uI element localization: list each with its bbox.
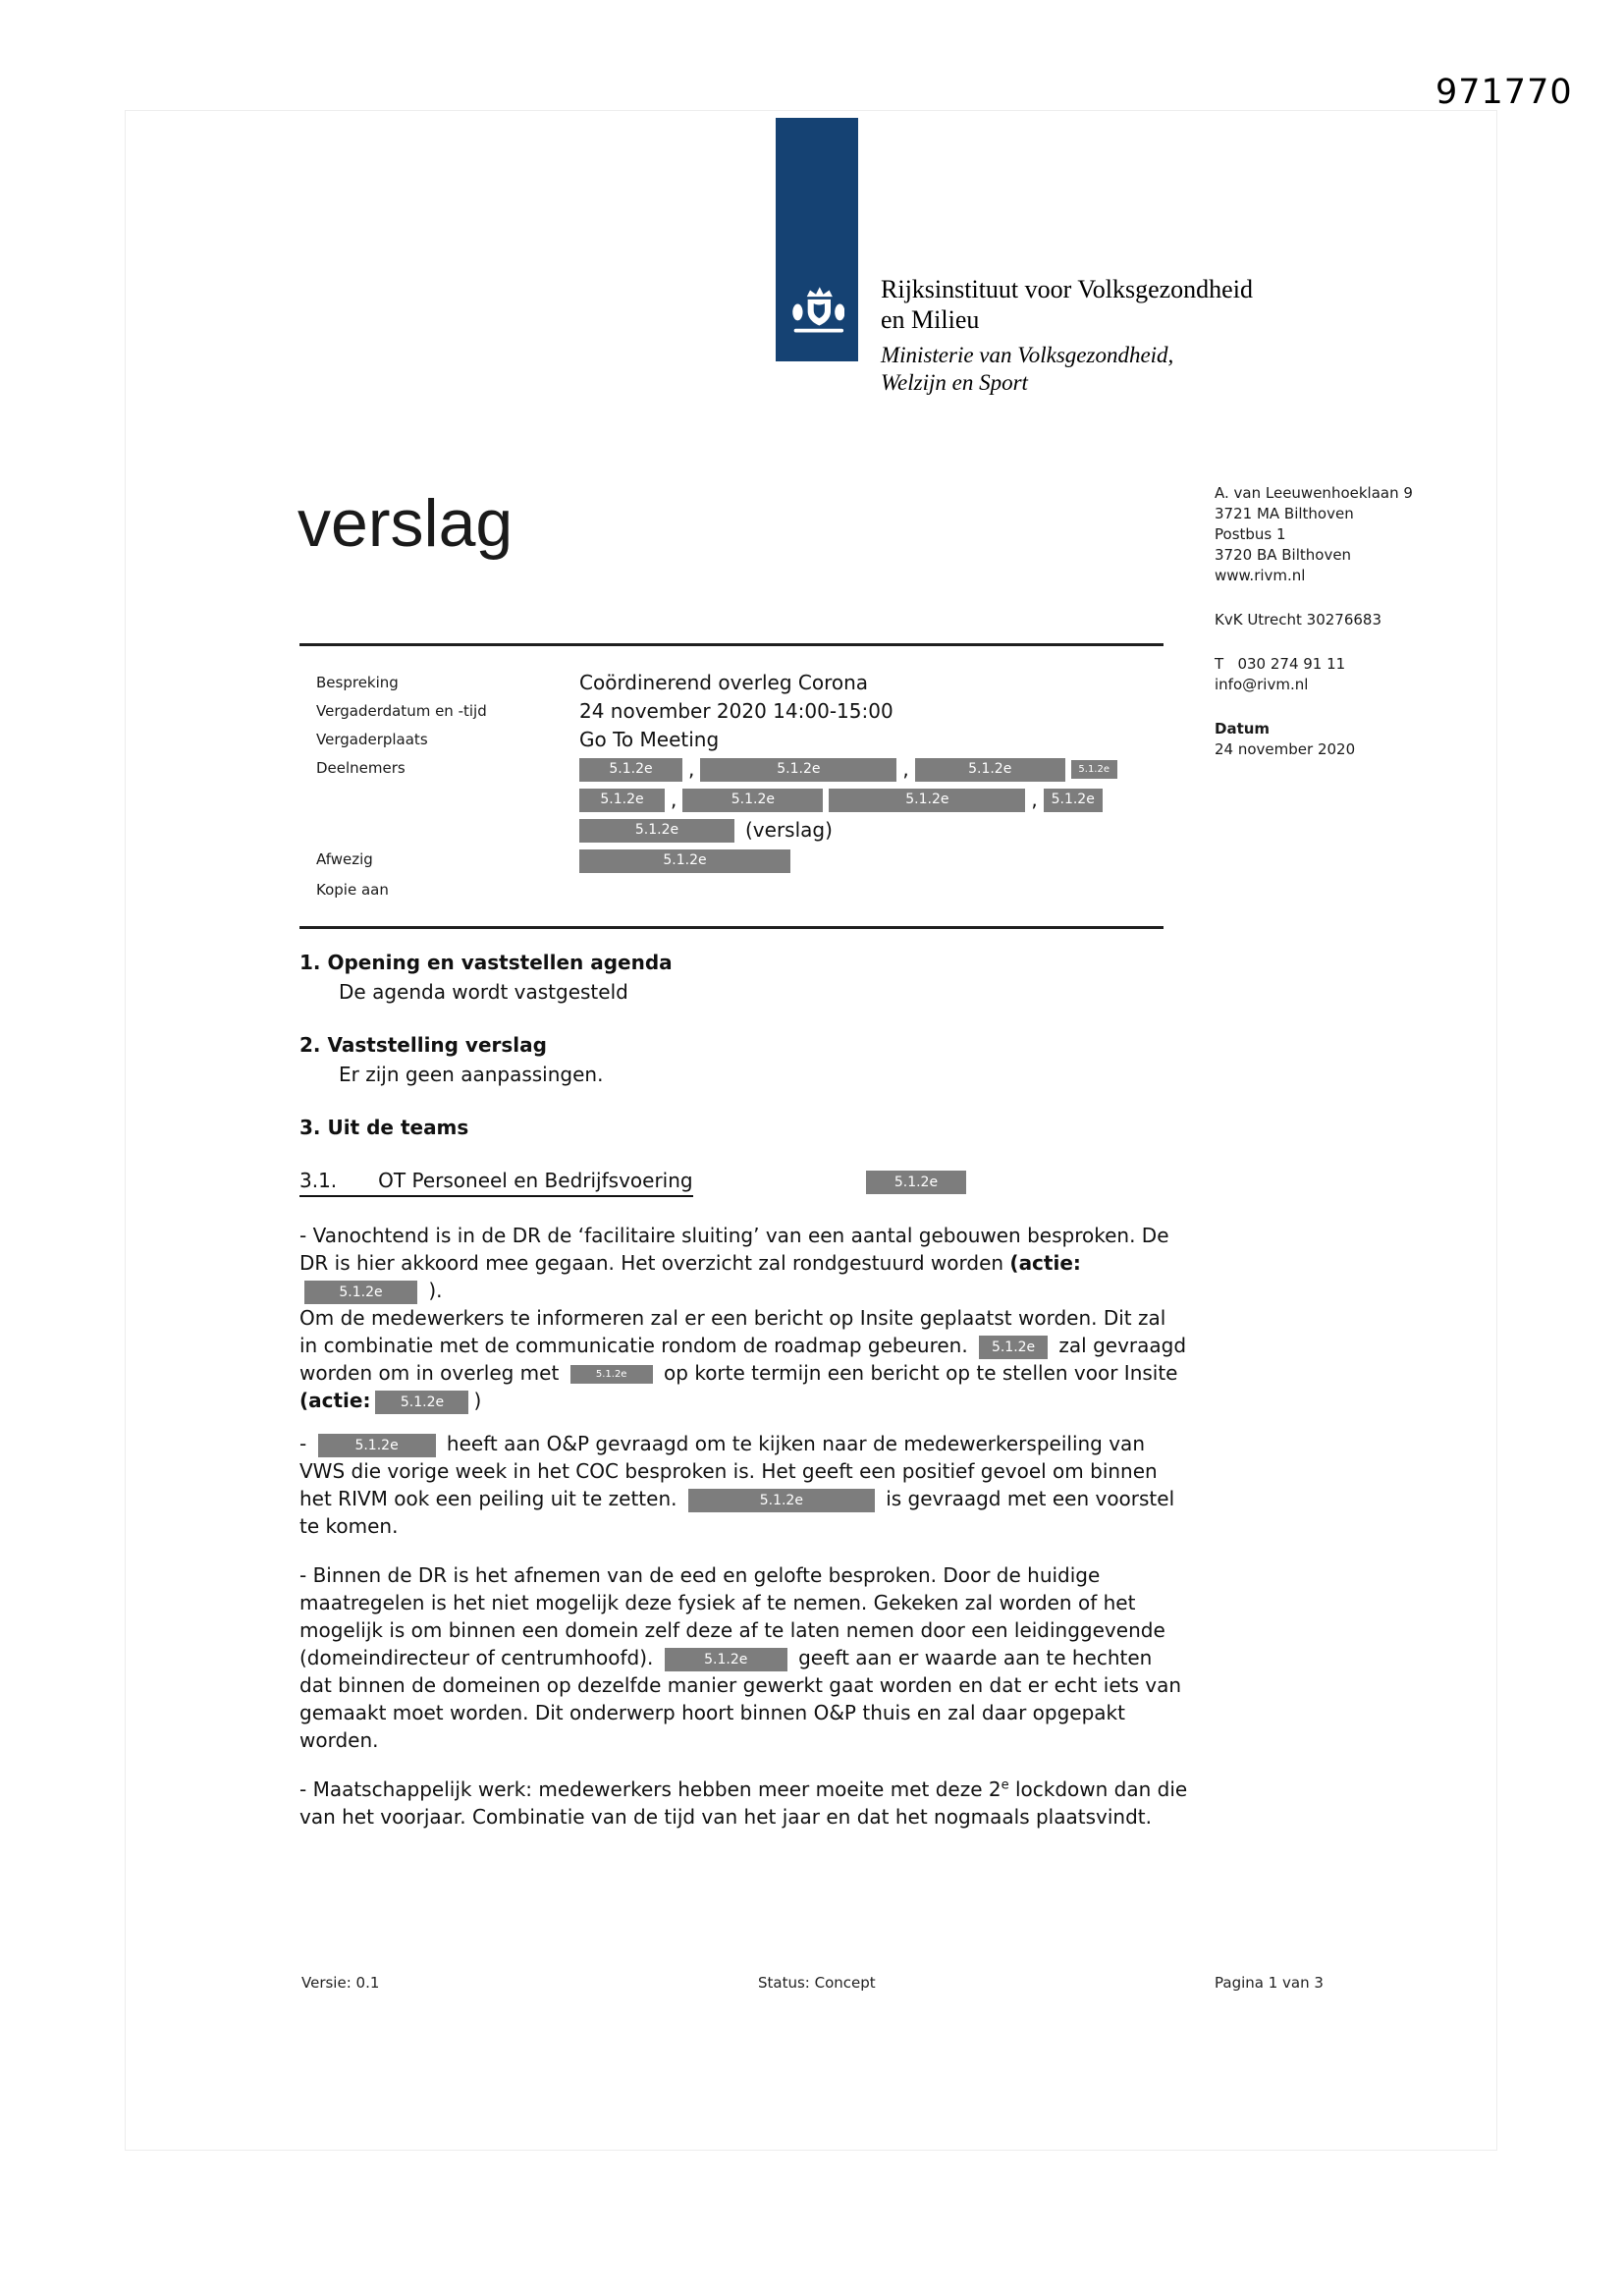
section-1-text: De agenda wordt vastgesteld	[339, 980, 628, 1004]
meeting-meta-table	[299, 669, 1183, 904]
phone-line: T 030 274 91 11	[1215, 655, 1346, 673]
contact-block	[1215, 483, 1548, 760]
section-3-1-title: OT Personeel en Bedrijfsvoering	[378, 1169, 693, 1192]
afwezig-value	[579, 846, 790, 876]
footer-status: Status: Concept	[758, 1974, 876, 1992]
afwezig-line	[579, 846, 790, 876]
redaction-box: 5.1.2e	[579, 789, 665, 812]
redaction-box: 5.1.2e	[375, 1391, 468, 1414]
actie-label: (actie:	[1009, 1251, 1081, 1275]
redaction-box: 5.1.2e	[570, 1365, 653, 1384]
section-1-heading: 1. Opening en vaststellen agenda	[299, 951, 673, 974]
section-2-text: Er zijn geen aanpassingen.	[339, 1063, 604, 1086]
meta-label-deelnemers: Deelnemers	[316, 759, 406, 777]
redaction-box: 5.1.2e	[682, 789, 823, 812]
section-3-1-heading	[299, 1167, 1188, 1194]
meta-label-vergaderdatum: Vergaderdatum en -tijd	[316, 702, 487, 720]
actie-label: (actie:	[299, 1389, 371, 1412]
redaction-box: 5.1.2e	[579, 758, 682, 782]
paragraph-4	[299, 1561, 1188, 1754]
paragraph-2	[299, 1304, 1188, 1414]
address-line-2: 3721 MA Bilthoven	[1215, 505, 1354, 522]
redaction-box: 5.1.2e	[915, 758, 1065, 782]
section-2-heading: 2. Vaststelling verslag	[299, 1033, 547, 1057]
deelnemers-line-1	[579, 754, 1117, 785]
section-3-1-title-underlined	[299, 1169, 693, 1197]
paragraph-2-text-b: zal gevraagd worden om in overleg met	[299, 1334, 1187, 1385]
redaction-box: 5.1.2e	[665, 1648, 787, 1671]
address-line-3: Postbus 1	[1215, 525, 1286, 543]
section-3	[299, 1114, 1188, 1141]
verslag-note: (verslag)	[745, 818, 833, 842]
paragraph-3-text-b: heeft aan O&P gevraagd om te kijken naar de medewerkerspeiling van VWS die vorige week in het COC besproken is. Het geeft een positief gevoel om binnen het RIVM ook een peiling uit te zetten.	[299, 1432, 1158, 1510]
paragraph-1	[299, 1222, 1188, 1304]
meta-value-vergaderplaats: Go To Meeting	[579, 728, 720, 751]
paragraph-1-text-end: ).	[422, 1279, 443, 1302]
ministry-line2: Welzijn en Sport	[881, 370, 1028, 395]
logo-wordmark	[881, 274, 1253, 397]
footer-page-number: Pagina 1 van 3	[1215, 1974, 1324, 1992]
redaction-box: 5.1.2e	[700, 758, 896, 782]
ministry-line1: Ministerie van Volksgezondheid,	[881, 343, 1174, 367]
redaction-box: 5.1.2e	[866, 1171, 966, 1194]
paragraph-3	[299, 1430, 1188, 1540]
address-line-4: 3720 BA Bilthoven	[1215, 546, 1352, 564]
rijksoverheid-logo-banner	[776, 118, 858, 361]
document-body	[299, 949, 1188, 1831]
section-1	[299, 949, 1188, 1006]
meta-value-vergaderdatum: 24 november 2020 14:00-15:00	[579, 699, 893, 723]
paragraph-2-text: Om de medewerkers te informeren zal er een bericht op Insite geplaatst worden. Dit zal in combinatie met de communicatie rondom de roadmap gebeuren.	[299, 1306, 1166, 1357]
paragraph-5	[299, 1776, 1188, 1831]
separator: ,	[1031, 788, 1038, 811]
redaction-box: 5.1.2e	[579, 849, 790, 873]
section-2	[299, 1031, 1188, 1088]
website-text: www.rivm.nl	[1215, 567, 1306, 584]
paragraph-4-text-end: geeft aan er waarde aan te hechten dat binnen de domeinen op dezelfde manier gewerkt gaat worden en dat er echt iets van gemaakt moet worden. Dit onderwerp hoort binnen O&P thuis en zal daar opgepakt worden.	[299, 1646, 1182, 1752]
separator: ,	[688, 757, 695, 781]
meta-label-bespreking: Bespreking	[316, 674, 399, 691]
datum-value: 24 november 2020	[1215, 740, 1356, 758]
section-3-heading: 3. Uit de teams	[299, 1116, 469, 1139]
meta-label-afwezig: Afwezig	[316, 850, 373, 868]
meta-row-kopie-aan	[299, 876, 1183, 904]
paragraph-3-text: -	[299, 1432, 313, 1455]
redaction-box: 5.1.2e	[979, 1336, 1048, 1359]
paragraph-3-text-end: is gevraagd met een voorstel te komen.	[299, 1487, 1175, 1538]
org-name-line1: Rijksinstituut voor Volksgezondheid	[881, 275, 1253, 303]
spacer	[1215, 630, 1548, 654]
paragraph-4-text: - Binnen de DR is het afnemen van de eed en gelofte besproken. Door de huidige maatregelen is het niet mogelijk deze fysiek af te nemen. Gekeken zal worden of het mogelijk is om binnen een domein zelf deze af te laten nemen door een leidinggevende (domeindirecteur of centrumhoofd).	[299, 1563, 1165, 1669]
kvk-line: KvK Utrecht 30276683	[1215, 611, 1381, 629]
paragraph-5-text: - Maatschappelijk werk: medewerkers hebben meer moeite met deze 2	[299, 1777, 1001, 1801]
coat-of-arms-icon	[789, 283, 844, 340]
deelnemers-value	[579, 754, 1117, 846]
meta-row-vergaderplaats	[299, 726, 1183, 754]
meta-label-vergaderplaats: Vergaderplaats	[316, 731, 428, 748]
address-line-1: A. van Leeuwenhoeklaan 9	[1215, 484, 1413, 502]
separator: ,	[902, 757, 909, 781]
org-name-line2: en Milieu	[881, 305, 980, 334]
redaction-box: 5.1.2e	[1071, 760, 1117, 779]
divider-bottom	[299, 926, 1164, 929]
spacer	[1215, 586, 1548, 610]
email-text: info@rivm.nl	[1215, 676, 1309, 693]
redaction-box: 5.1.2e	[318, 1434, 436, 1457]
meta-label-kopie-aan: Kopie aan	[316, 881, 389, 899]
meta-row-deelnemers	[299, 754, 1183, 846]
spacer	[1215, 695, 1548, 719]
redaction-box: 5.1.2e	[304, 1281, 417, 1304]
meta-row-afwezig	[299, 846, 1183, 876]
meta-row-bespreking	[299, 669, 1183, 697]
datum-label: Datum	[1215, 720, 1271, 738]
redaction-box: 5.1.2e	[1044, 789, 1103, 812]
section-3-1-number: 3.1.	[299, 1169, 338, 1192]
paragraph-1-text: - Vanochtend is in de DR de ‘facilitaire sluiting’ van een aantal gebouwen besproken. De DR is hier akkoord mee gegaan. Het overzicht zal rondgestuurd worden	[299, 1224, 1169, 1275]
divider-top	[299, 643, 1164, 646]
redaction-box: 5.1.2e	[829, 789, 1025, 812]
paragraph-5-text-end: lockdown dan die van het voorjaar. Combinatie van de tijd van het jaar en dat het nogmaals plaatsvindt.	[299, 1777, 1188, 1829]
meta-value-bespreking: Coördinerend overleg Corona	[579, 671, 869, 694]
paragraph-2-text-end: )	[473, 1389, 482, 1412]
separator: ,	[671, 788, 677, 811]
deelnemers-line-3	[579, 815, 1117, 846]
footer-version: Versie: 0.1	[301, 1974, 380, 1992]
deelnemers-line-2	[579, 785, 1117, 815]
page-title: verslag	[298, 486, 514, 561]
redaction-box: 5.1.2e	[688, 1489, 875, 1512]
superscript-e: e	[1001, 1777, 1009, 1793]
meta-row-vergaderdatum	[299, 697, 1183, 726]
redaction-box: 5.1.2e	[579, 819, 734, 843]
paragraph-2-text-c: op korte termijn een bericht op te stellen voor Insite	[657, 1361, 1178, 1385]
document-number-stamp: 971770	[1435, 73, 1573, 112]
